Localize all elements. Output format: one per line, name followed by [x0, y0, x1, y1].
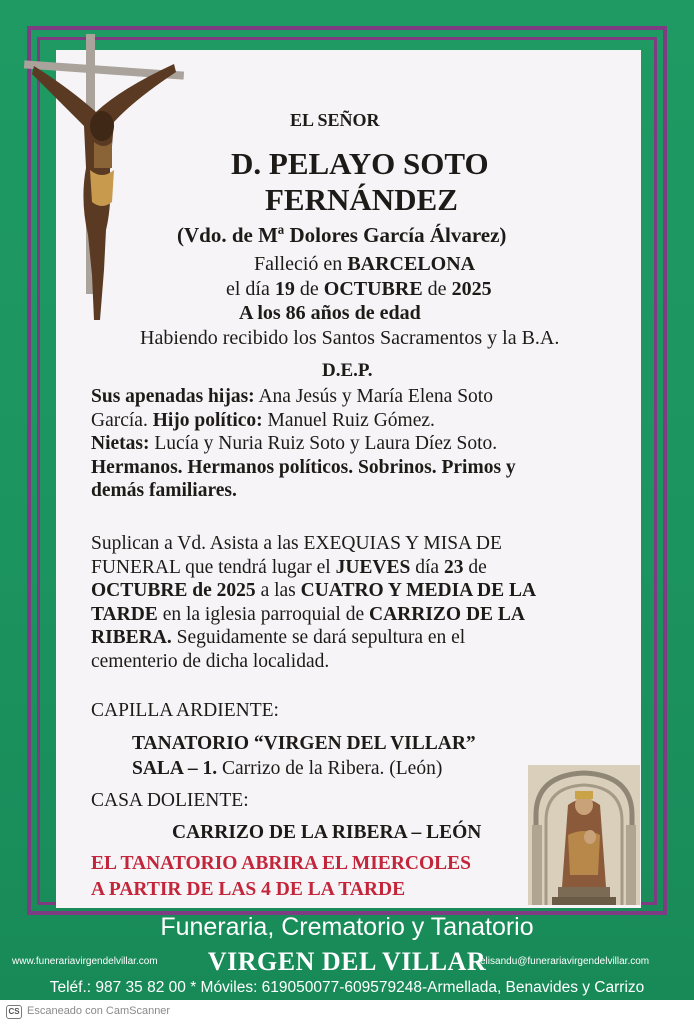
son-in-law-name: Manuel Ruiz Gómez. [262, 409, 435, 431]
death-place: BARCELONA [347, 253, 476, 275]
family-line-5: demás familiares. [91, 480, 237, 501]
footer-title: Funeraria, Crematorio y Tanatorio [160, 913, 534, 941]
funeral-place-cont: RIBERA. [91, 627, 172, 648]
funeral-line-1: Suplican a Vd. Asista a las EXEQUIAS Y MISA DE [91, 533, 502, 554]
funeral-line-2 [91, 556, 536, 580]
death-date-mid-1: de [294, 278, 324, 300]
camscanner-icon: CS [6, 1005, 22, 1019]
funeral-line-6: cementerio de dicha localidad. [91, 650, 330, 672]
chapel-label: CAPILLA ARDIENTE: [91, 700, 279, 721]
footer-brand: VIRGEN DEL VILLAR [207, 947, 487, 976]
funeral-text: FUNERAL que tendrá lugar el [91, 556, 336, 578]
header-label: EL SEÑOR [290, 110, 380, 130]
footer-phones: Teléf.: 987 35 82 00 * Móviles: 619050077-609579248-Armellada, Benavides y Carrizo [49, 979, 645, 996]
death-date-mid-2: de [422, 278, 452, 300]
daughters-label: Sus apenadas hijas: [91, 386, 255, 407]
chapel-name: TANATORIO “VIRGEN DEL VILLAR” [132, 733, 476, 754]
family-line-3 [91, 432, 516, 456]
funeral-text: de [463, 556, 487, 578]
sacraments-line: Habiendo recibido los Santos Sacramentos y la B.A. [140, 327, 560, 349]
funeral-time: CUATRO Y MEDIA DE LA [300, 580, 537, 601]
house-place: CARRIZO DE LA RIBERA – LEÓN [172, 822, 482, 843]
funeral-time-cont: TARDE [91, 603, 158, 625]
crucifix-icon [14, 30, 194, 320]
death-day: 19 [274, 278, 295, 300]
funeral-month: OCTUBRE de 2025 [91, 580, 256, 601]
family-line-2 [91, 409, 516, 433]
funeral-block [91, 532, 536, 673]
family-line-4: Hermanos. Hermanos políticos. Sobrinos. Primos y [91, 456, 516, 478]
funeral-text: Seguidamente se dará sepultura en el [171, 627, 466, 648]
virgin-statue-image [528, 765, 640, 905]
funeral-text: día [410, 556, 444, 578]
funeral-text: en la iglesia parroquial de [157, 603, 369, 625]
son-in-law-label: Hijo político: [152, 409, 263, 431]
death-place-prefix: Falleció en [254, 253, 348, 275]
daughters-names-cont: García. [91, 409, 153, 431]
age-line: A los 86 años de edad [239, 302, 421, 324]
funeral-line-4 [91, 603, 536, 627]
death-year: 2025 [451, 278, 492, 300]
chapel-room-line [132, 758, 442, 780]
family-block [91, 385, 516, 503]
funeral-place: CARRIZO DE LA [368, 603, 526, 625]
funeral-line-3 [91, 579, 536, 603]
family-line-1 [91, 385, 516, 409]
funeral-day: JUEVES [335, 556, 411, 578]
death-date-prefix: el día [226, 278, 275, 300]
footer-website-link[interactable]: www.funerariavirgendelvillar.com [12, 956, 158, 967]
death-place-line [254, 253, 475, 276]
notice-line-1: EL TANATORIO ABRIRA EL MIERCOLES [91, 853, 472, 874]
deceased-name-line-1: D. PELAYO SOTO [231, 146, 489, 181]
scanner-watermark-text: Escaneado con CamScanner [27, 1005, 171, 1017]
footer-email-link[interactable]: elisandu@funerariavirgendelvillar.com [480, 956, 650, 967]
house-label: CASA DOLIENTE: [91, 790, 249, 811]
notice-line-2: A PARTIR DE LAS 4 DE LA TARDE [91, 879, 406, 900]
deceased-name-line-2: FERNÁNDEZ [265, 182, 458, 217]
funeral-line-5 [91, 626, 536, 650]
funeral-day-number: 23 [443, 556, 464, 578]
daughters-names: Ana Jesús y María Elena Soto [254, 386, 493, 407]
widower-note: (Vdo. de Mª Dolores García Álvarez) [177, 223, 507, 247]
chapel-address: Carrizo de la Ribera. (León) [217, 758, 443, 779]
death-date-line [226, 278, 492, 301]
funeral-text: a las [255, 580, 301, 601]
granddaughters-names: Lucía y Nuria Ruiz Soto y Laura Díez Soto. [149, 433, 498, 454]
chapel-room: SALA – 1. [132, 758, 218, 779]
scanner-watermark-bar [0, 1000, 694, 1024]
dep-label: D.E.P. [322, 360, 373, 381]
death-month: OCTUBRE [323, 278, 423, 300]
granddaughters-label: Nietas: [91, 433, 150, 454]
